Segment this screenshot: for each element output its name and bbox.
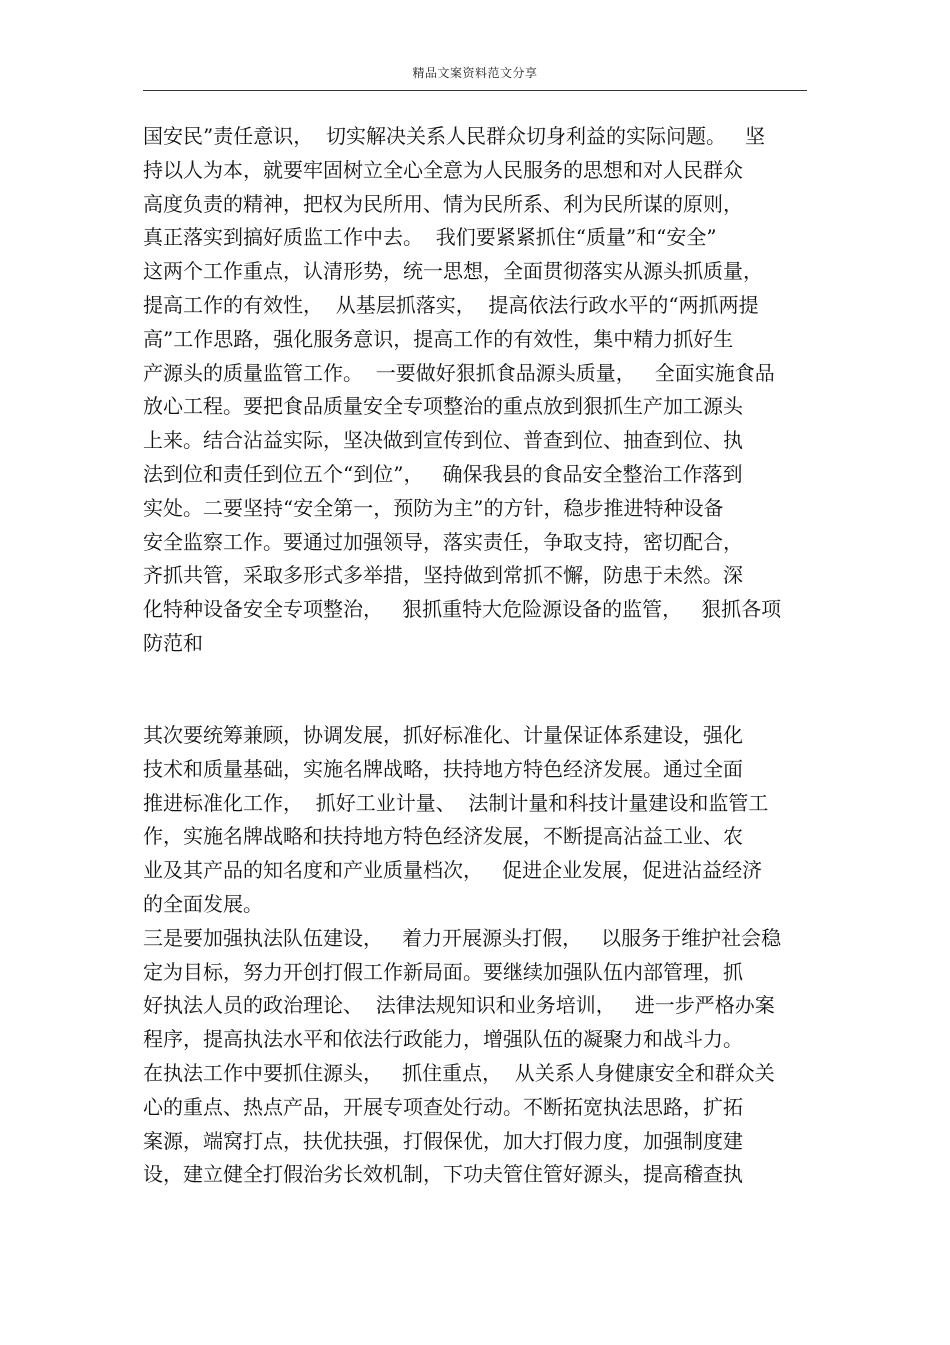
text-line: 作，实施名牌战略和扶持地方特色经济发展，不断提高沾益工业、农 [143,824,743,849]
text-line: 心的重点、热点产品，开展专项查处行动。不断拓宽执法思路，扩拓 [143,1094,743,1119]
text-line: 案源，端窝打点，扶优扶强，打假保优，加大打假力度，加强制度建 [143,1128,743,1153]
text-line: 在执法工作中要抓住源头， 抓住重点， 从关系人身健康安全和群众关 [143,1060,775,1085]
header-divider [143,90,807,91]
text-line: 业及其产品的知名度和产业质量档次， 促进企业发展，促进沾益经济 [143,858,763,883]
text-line: 安全监察工作。要通过加强领导，落实责任，争取支持，密切配合， [143,529,743,554]
text-line: 好执法人员的政治理论、 法律法规知识和业务培训， 进一步严格办案 [143,993,775,1018]
body-text-block-upper [143,120,813,661]
text-line: 产源头的质量监管工作。 一要做好狠抓食品源头质量， 全面实施食品 [143,360,775,385]
text-line: 提高工作的有效性， 从基层抓落实， 提高依法行政水平的“两抓两提 [143,292,759,317]
text-line: 国安民”责任意识， 切实解决关系人民群众切身利益的实际问题。 坚 [143,124,766,148]
text-line: 齐抓共管，采取多形式多举措，坚持做到常抓不懈，防患于未然。深 [143,563,743,588]
text-line: 三是要加强执法队伍建设， 着力开展源头打假， 以服务于维护社会稳 [143,925,782,950]
text-line: 设，建立健全打假治劣长效机制，下功夫管住管好源头，提高稽查执 [143,1162,743,1187]
text-line: 高度负责的精神，把权为民所用、情为民所系、利为民所谋的原则， [143,191,743,216]
text-line: 的全面发展。 [143,891,263,916]
text-line: 化特种设备安全专项整治， 狠抓重特大危险源设备的监管， 狠抓各项 [143,597,782,622]
text-line: 法到位和责任到位五个“到位”， 确保我县的食品安全整治工作落到 [143,461,743,486]
body-text-block-lower [143,719,813,1192]
text-line: 高”工作思路，强化服务意识，提高工作的有效性，集中精力抓好生 [143,326,734,351]
text-line: 防范和 [143,630,203,655]
page-header: 精品文案资料范文分享 [412,66,538,80]
text-line: 放心工程。要把食品质量安全专项整治的重点放到狠抓生产加工源头 [143,394,743,419]
text-line: 技术和质量基础，实施名牌战略，扶持地方特色经济发展。通过全面 [143,756,743,781]
text-line: 实处。二要坚持“安全第一，预防为主”的方针，稳步推进特种设备 [143,495,724,520]
text-line: 定为目标，努力开创打假工作新局面。要继续加强队伍内部管理，抓 [143,959,743,984]
text-line: 程序，提高执法水平和依法行政能力，增强队伍的凝聚力和战斗力。 [143,1027,743,1052]
text-line: 这两个工作重点，认清形势，统一思想，全面贯彻落实从源头抓质量， [143,259,763,284]
text-line: 推进标准化工作， 抓好工业计量、 法制计量和科技计量建设和监管工 [143,790,769,815]
text-line: 上来。结合沾益实际，坚决做到宣传到位、普查到位、抽查到位、执 [143,428,743,453]
text-line: 真正落实到搞好质监工作中去。 我们要紧紧抓住“质量”和“安全” [143,225,717,250]
text-line: 持以人为本，就要牢固树立全心全意为人民服务的思想和对人民群众 [143,157,743,182]
text-line: 其次要统筹兼顾，协调发展，抓好标准化、计量保证体系建设，强化 [143,723,743,747]
